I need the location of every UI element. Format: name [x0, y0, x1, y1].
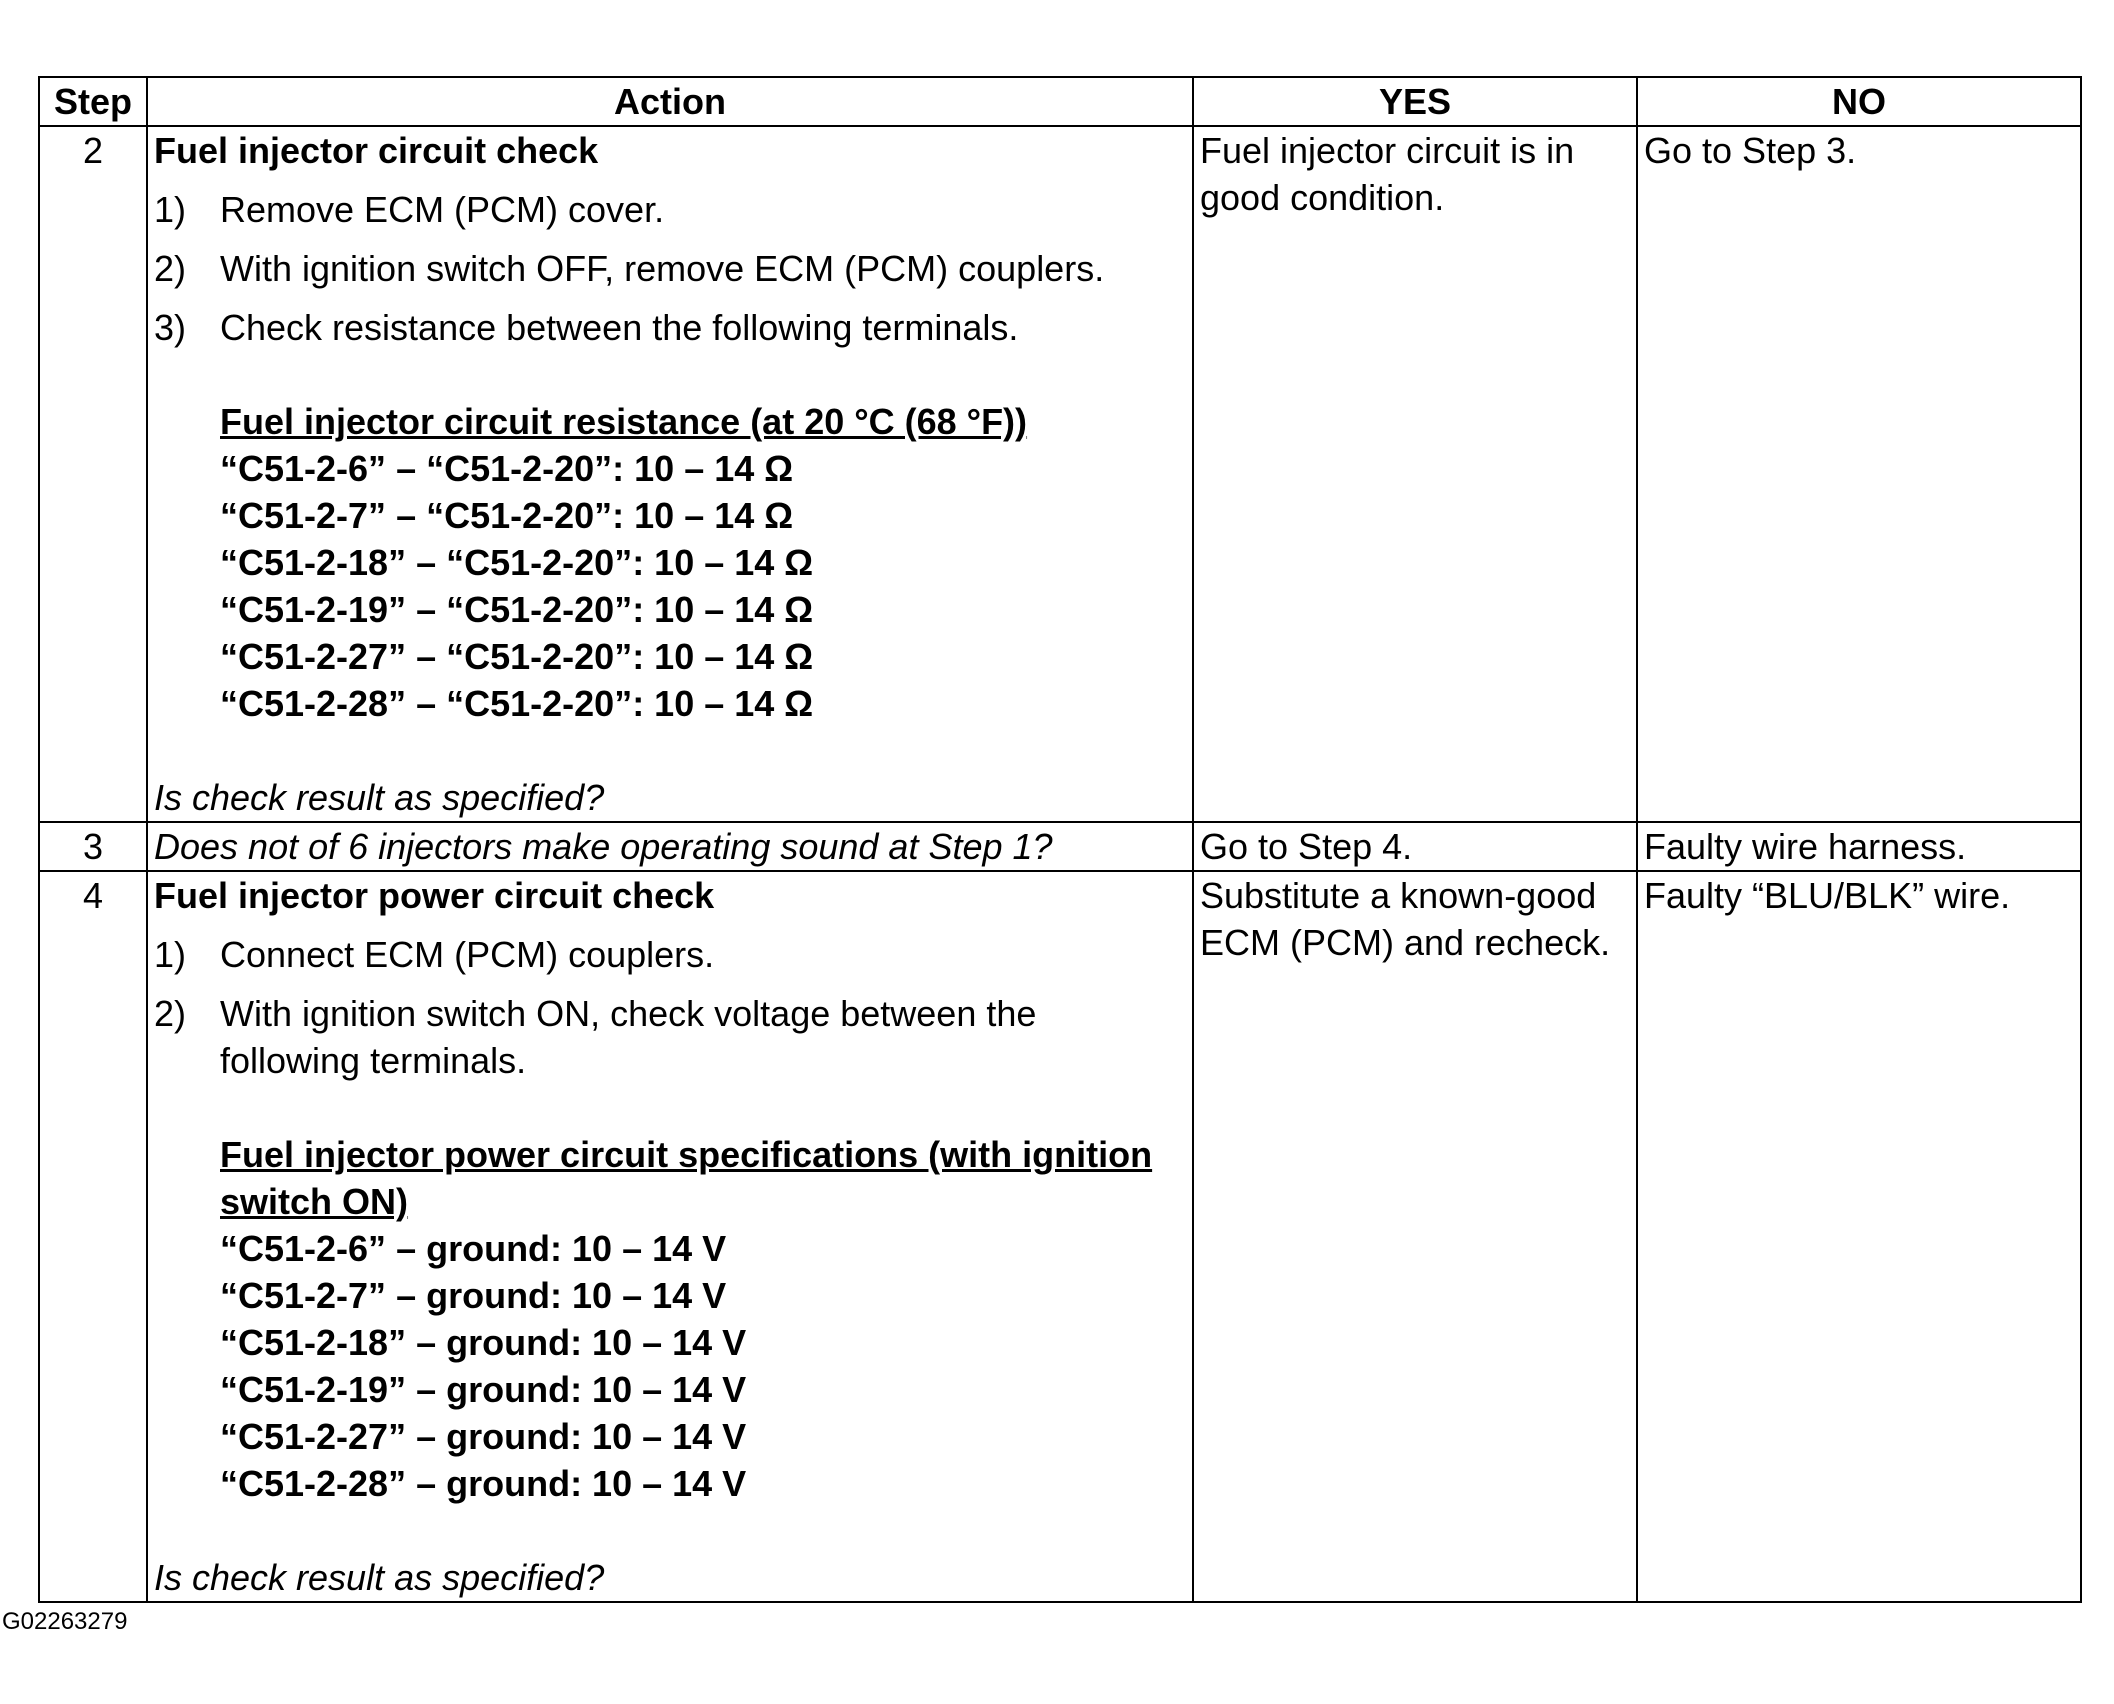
specification-line: “C51-2-6” – ground: 10 – 14 V: [220, 1228, 727, 1269]
header-action: Action: [147, 77, 1193, 126]
step-item-text: With ignition switch OFF, remove ECM (PCM) couplers.: [220, 248, 1105, 289]
check-question: Is check result as specified?: [154, 777, 605, 818]
no-cell: Go to Step 3.: [1637, 126, 2081, 822]
no-cell: Faulty “BLU/BLK” wire.: [1637, 871, 2081, 1602]
step-item-text: Connect ECM (PCM) couplers.: [220, 934, 715, 975]
action-question: Does not of 6 injectors make operating sound at Step 1?: [147, 822, 1193, 871]
specification-line: “C51-2-19” – “C51-2-20”: 10 – 14 Ω: [220, 589, 814, 630]
action-cell: [147, 871, 1193, 1602]
check-question: Is check result as specified?: [154, 1557, 605, 1598]
list-item: [154, 990, 1186, 1084]
table-row-step-4: [39, 871, 2081, 1602]
action-cell: [147, 126, 1193, 822]
step-item-number: 1): [154, 934, 187, 975]
specification-line: “C51-2-28” – “C51-2-20”: 10 – 14 Ω: [220, 683, 814, 724]
figure-id: G02263279: [2, 1608, 128, 1635]
list-item: [154, 245, 1186, 292]
specification-line: “C51-2-19” – ground: 10 – 14 V: [220, 1369, 747, 1410]
specification-line: “C51-2-18” – “C51-2-20”: 10 – 14 Ω: [220, 542, 814, 583]
specification-line: “C51-2-27” – “C51-2-20”: 10 – 14 Ω: [220, 636, 814, 677]
no-cell: Faulty wire harness.: [1637, 822, 2081, 871]
list-item: [154, 304, 1186, 351]
specification-line: “C51-2-18” – ground: 10 – 14 V: [220, 1322, 747, 1363]
action-title: Fuel injector power circuit check: [154, 875, 715, 916]
step-number: 3: [39, 822, 147, 871]
yes-cell: Substitute a known-good ECM (PCM) and recheck.: [1193, 871, 1637, 1602]
step-number: 2: [39, 126, 147, 822]
list-item: [154, 186, 1186, 233]
specification-line: “C51-2-7” – “C51-2-20”: 10 – 14 Ω: [220, 495, 794, 536]
step-item-number: 2): [154, 993, 187, 1034]
yes-cell: Fuel injector circuit is in good condition.: [1193, 126, 1637, 822]
step-item-text: Remove ECM (PCM) cover.: [220, 189, 665, 230]
action-title: Fuel injector circuit check: [154, 130, 599, 171]
action-steps: [154, 931, 1186, 1084]
step-item-number: 2): [154, 248, 187, 289]
yes-cell: Go to Step 4.: [1193, 822, 1637, 871]
step-item-text: Check resistance between the following terminals.: [220, 307, 1019, 348]
diagnostic-table: [38, 76, 2082, 1603]
step-item-number: 3): [154, 307, 187, 348]
step-item-number: 1): [154, 189, 187, 230]
specification-block: [220, 398, 1186, 727]
table-row-step-2: [39, 126, 2081, 822]
specification-line: “C51-2-28” – ground: 10 – 14 V: [220, 1463, 747, 1504]
header-step: Step: [39, 77, 147, 126]
header-yes: YES: [1193, 77, 1637, 126]
specification-line: “C51-2-6” – “C51-2-20”: 10 – 14 Ω: [220, 448, 794, 489]
header-no: NO: [1637, 77, 2081, 126]
step-item-text: With ignition switch ON, check voltage between the following terminals.: [220, 993, 1037, 1081]
specification-title: Fuel injector power circuit specifications (with ignition switch ON): [220, 1134, 1153, 1222]
specification-line: “C51-2-7” – ground: 10 – 14 V: [220, 1275, 727, 1316]
action-steps: [154, 186, 1186, 351]
table-row-step-3: [39, 822, 2081, 871]
specification-block: [220, 1131, 1186, 1507]
step-number: 4: [39, 871, 147, 1602]
list-item: [154, 931, 1186, 978]
specification-title: Fuel injector circuit resistance (at 20 °C (68 °F)): [220, 401, 1028, 442]
specification-line: “C51-2-27” – ground: 10 – 14 V: [220, 1416, 747, 1457]
header-row: [39, 77, 2081, 126]
